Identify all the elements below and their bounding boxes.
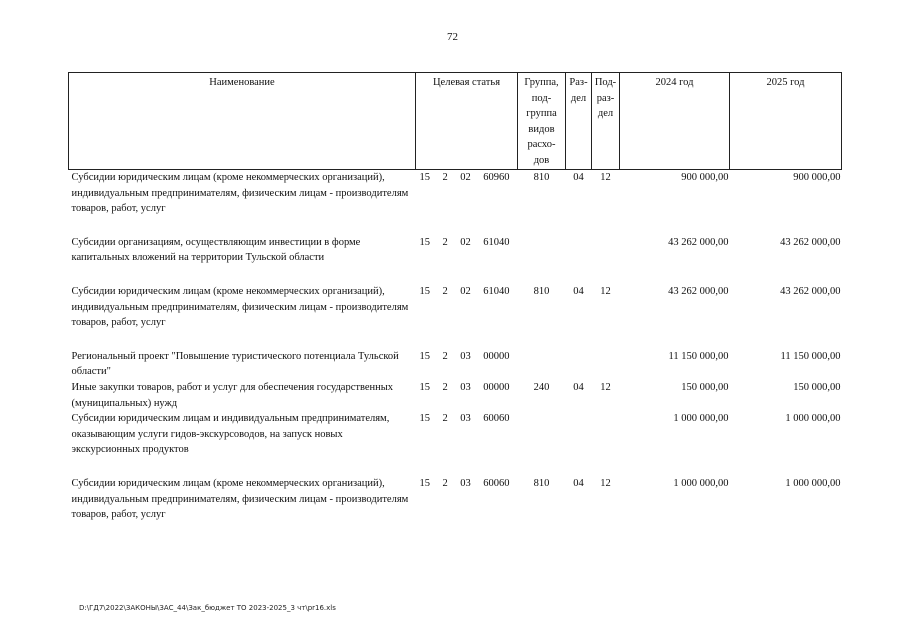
row-target-code <box>416 284 518 331</box>
row-group: 810 <box>533 477 550 489</box>
header-target: Целевая статья <box>416 73 518 170</box>
row-target-code <box>416 476 518 523</box>
header-name: Наименование <box>69 73 416 170</box>
target-code-part: 03 <box>460 381 471 393</box>
target-code-part: 61040 <box>483 236 510 248</box>
target-code-part: 15 <box>419 236 430 248</box>
row-2025: 150 000,00 <box>793 381 841 393</box>
row-subsection: 12 <box>600 172 611 183</box>
target-code-part: 00000 <box>483 381 510 393</box>
target-code-part: 61040 <box>483 285 510 297</box>
target-code-part: 15 <box>419 381 430 393</box>
row-section: 04 <box>573 172 584 183</box>
target-code-part: 2 <box>442 236 448 248</box>
row-subsection <box>592 411 620 458</box>
row-2025: 43 262 000,00 <box>780 236 841 248</box>
target-code-part: 03 <box>460 477 471 489</box>
target-code-part: 15 <box>419 172 430 183</box>
table-row <box>69 349 842 380</box>
file-path-footer: D:\ГД7\2022\ЗАКОНЫ\ЗАС_44\Зак_бюджет ТО 2023-2025_3 чт\pr16.xls <box>79 604 336 612</box>
page-number: 72 <box>447 31 458 43</box>
target-code-part: 03 <box>460 413 471 425</box>
row-group: 810 <box>533 172 550 183</box>
row-2024: 43 262 000,00 <box>668 236 729 248</box>
row-group: 240 <box>533 381 550 393</box>
row-2025: 1 000 000,00 <box>785 413 841 425</box>
table-row <box>69 380 842 411</box>
row-subsection: 12 <box>600 381 611 393</box>
target-code-part: 15 <box>419 413 430 425</box>
row-target-code <box>416 235 518 266</box>
target-code-part: 2 <box>442 172 448 183</box>
row-section <box>566 411 592 458</box>
header-subsection: Под- раз- дел <box>592 73 620 170</box>
row-section: 04 <box>573 285 584 297</box>
row-name: Субсидии юридическим лицам (кроме некоммерческих организаций), индивидуальным предпринимателям, физическим лицам - производителям товаров, работ, услуг <box>71 285 409 329</box>
row-group <box>518 411 566 458</box>
spacer-cell <box>69 458 842 476</box>
row-2024: 900 000,00 <box>681 172 729 183</box>
row-2025: 43 262 000,00 <box>780 285 841 297</box>
row-2025: 900 000,00 <box>793 172 841 183</box>
target-code-part: 15 <box>419 477 430 489</box>
target-code-part: 2 <box>442 381 448 393</box>
row-subsection: 12 <box>600 285 611 297</box>
table-row <box>69 170 842 217</box>
row-target-code <box>416 411 518 458</box>
row-name: Субсидии юридическим лицам (кроме некоммерческих организаций), индивидуальным предпринимателям, физическим лицам - производителям товаров, работ, услуг <box>71 172 409 215</box>
row-spacer <box>69 331 842 349</box>
header-section: Раз- дел <box>566 73 592 170</box>
table-row <box>69 476 842 523</box>
row-2024: 43 262 000,00 <box>668 285 729 297</box>
header-group: Группа, под- группа видов расхо- дов <box>518 73 566 170</box>
row-name: Иные закупки товаров, работ и услуг для обеспечения государственных (муниципальных) нужд <box>71 381 394 409</box>
spacer-cell <box>69 217 842 235</box>
row-spacer <box>69 266 842 284</box>
spacer-cell <box>69 266 842 284</box>
row-group <box>518 235 566 266</box>
row-spacer <box>69 458 842 476</box>
row-target-code <box>416 349 518 380</box>
row-name: Субсидии организациям, осуществляющим инвестиции в форме капитальных вложений на территории Тульской области <box>71 236 361 264</box>
row-subsection: 12 <box>600 477 611 489</box>
table-row <box>69 284 842 331</box>
target-code-part: 15 <box>419 285 430 297</box>
row-target-code <box>416 380 518 411</box>
row-2025: 11 150 000,00 <box>780 350 841 362</box>
target-code-part: 2 <box>442 350 448 362</box>
row-2025: 1 000 000,00 <box>785 477 841 489</box>
row-subsection <box>592 235 620 266</box>
target-code-part: 60060 <box>483 413 510 425</box>
row-section <box>566 235 592 266</box>
target-code-part: 2 <box>442 285 448 297</box>
table-row <box>69 235 842 266</box>
row-section: 04 <box>573 381 584 393</box>
target-code-part: 60960 <box>483 172 510 183</box>
row-section: 04 <box>573 477 584 489</box>
header-2024: 2024 год <box>620 73 730 170</box>
target-code-part: 60060 <box>483 477 510 489</box>
target-code-part: 02 <box>460 172 471 183</box>
target-code-part: 02 <box>460 236 471 248</box>
row-section <box>566 349 592 380</box>
table-row <box>69 411 842 458</box>
row-target-code <box>416 170 518 217</box>
budget-table <box>68 72 842 523</box>
row-name: Субсидии юридическим лицам (кроме некоммерческих организаций), индивидуальным предпринимателям, физическим лицам - производителям товаров, работ, услуг <box>71 477 409 521</box>
row-name: Региональный проект "Повышение туристического потенциала Тульской области" <box>71 350 399 378</box>
target-code-part: 02 <box>460 285 471 297</box>
row-2024: 1 000 000,00 <box>673 413 729 425</box>
row-group <box>518 349 566 380</box>
target-code-part: 03 <box>460 350 471 362</box>
spacer-cell <box>69 331 842 349</box>
target-code-part: 2 <box>442 477 448 489</box>
header-2025: 2025 год <box>730 73 842 170</box>
row-2024: 150 000,00 <box>681 381 729 393</box>
target-code-part: 00000 <box>483 350 510 362</box>
target-code-part: 2 <box>442 413 448 425</box>
row-name: Субсидии юридическим лицам и индивидуальным предпринимателям, оказывающим услуги гидов-экскурсоводов, на запуск новых экскурсионных продуктов <box>71 413 390 456</box>
row-2024: 11 150 000,00 <box>668 350 729 362</box>
table-header-row <box>69 73 842 170</box>
target-code-part: 15 <box>419 350 430 362</box>
row-spacer <box>69 217 842 235</box>
row-group: 810 <box>533 285 550 297</box>
row-2024: 1 000 000,00 <box>673 477 729 489</box>
row-subsection <box>592 349 620 380</box>
